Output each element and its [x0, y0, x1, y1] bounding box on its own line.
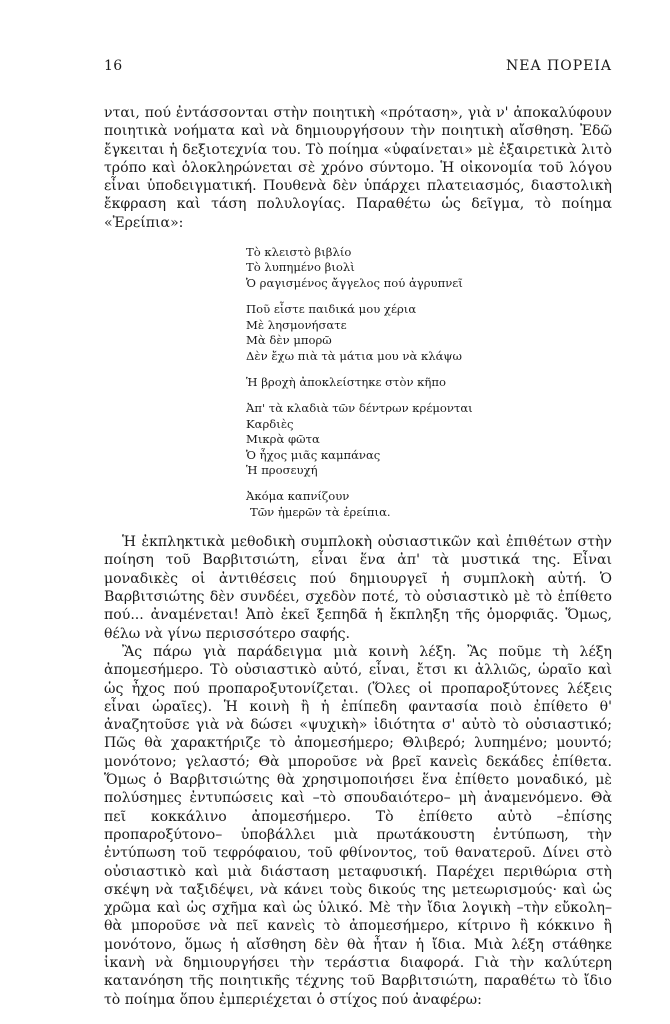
poem-stanza — [246, 375, 612, 390]
poem-line: Μὰ δὲν μπορῶ — [246, 333, 332, 348]
poem-line: Ὁ ραγισμένος ἄγγελος πού ἀγρυπνεῖ — [246, 275, 463, 290]
poem-line: Τὸ λυπημένο βιολὶ — [246, 260, 355, 275]
poem-stanza — [246, 245, 612, 291]
poem-line: Ἀπ' τὰ κλαδιὰ τῶν δέντρων κρέμονται — [246, 401, 473, 416]
paragraph-continued: νται, πού ἐντάσσονται στὴν ποιητικὴ «πρόταση», γιὰ ν' ἀποκαλύφουν ποιητικὰ νοήματα καὶ νὰ δημιουργήσουν τὴν ποιητικὴ αἴσθηση. Ἐδῶ ἔγκειται ἡ δεξιοτεχνία του. Τὸ ποίημα «ὑφαίνεται» μὲ ἐξαιρετικὰ λιτὸ τρόπο καὶ ὁλοκληρώνεται σὲ χρόνο σύντομο. Ἡ οἰκονομία τοῦ λόγου εἶναι ὑποδειγματική. Πουθενὰ δὲν ὑπάρχει πλατειασμός, διαστολικὴ ἔκφραση καὶ τάση πολυλογίας. Παραθέτω ὡς δεῖγμα, τὸ ποίημα «Ἐρείπια»: — [104, 105, 612, 231]
poem-stanza — [246, 489, 612, 520]
poem-line: Τὸ κλειστὸ βιβλίο — [246, 245, 352, 260]
poem-line: Ἡ προσευχή — [246, 462, 318, 477]
running-title: ΝΕΑ ΠΟΡΕΙΑ — [506, 58, 612, 74]
poem-line: Καρδιὲς — [246, 416, 294, 431]
poem-line: Τῶν ἡμερῶν τὰ ἐρείπια. — [250, 504, 391, 519]
page-header — [104, 58, 612, 78]
poem-stanza — [246, 302, 612, 364]
poem-line: Ὁ ἦχος μιᾶς καμπάνας — [246, 447, 381, 462]
poem-line: Ἡ βροχὴ ἀποκλείστηκε στὸν κῆπο — [246, 374, 446, 389]
paragraph-adjectives: Ἡ ἐκπληκτικὰ μεθοδικὴ συμπλοκὴ οὐσιαστικῶν καὶ ἐπιθέτων στὴν ποίηση τοῦ Βαρβιτσιώτη, εἶναι ἕνα ἀπ' τὰ μυστικά της. Εἶναι μοναδικὲς οἱ ἀντιθέσεις πού δημιουργεῖ ἡ συμπλοκὴ αὐτή. Ὁ Βαρβιτσιώτης δὲν συνδέει, σχεδὸν ποτέ, τὸ οὐσιαστικὸ μὲ τὸ ἐπίθετο πού... ἀναμένεται! Ἀπὸ ἐκεῖ ξεπηδᾶ ἡ ἔκπληξη τῆς ὁμορφιᾶς. Ὅμως, θέλω νὰ γίνω περισσότερο σαφής. — [104, 534, 612, 642]
poem-line: Δὲν ἔχω πιὰ τὰ μάτια μου νὰ κλάψω — [246, 348, 462, 363]
poem-line: Ἀκόμα καπνίζουν — [246, 489, 350, 504]
poem-ereipia — [246, 245, 612, 520]
poem-stanza — [246, 401, 612, 478]
body-text — [104, 104, 612, 1009]
page-number: 16 — [104, 58, 123, 74]
paragraph-example: Ἂς πάρω γιὰ παράδειγμα μιὰ κοινὴ λέξη. Ἂς ποῦμε τὴ λέξη ἀπομεσήμερο. Τὸ οὐσιαστικὸ αὐτό, εἶναι, ἔτσι κι ἀλλιῶς, ὡραῖο καὶ ὡς ἦχος πού προπαροξυτονίζεται. (Ὅλες οἱ προπαροξύτονες λέξεις εἶναι ὡραῖες). Ἡ κοινὴ ἢ ἡ ἐπίπεδη φαντασία ποιὸ ἐπίθετο θ' ἀναζητοῦσε γιὰ νὰ δώσει «ψυχικὴ» ἰδιότητα σ' αὐτὸ τὸ οὐσιαστικό; Πῶς θὰ χαρακτήριζε τὸ ἀπομεσήμερο; Θλιβερό; λυπημένο; μουντό; μονότονο; γελαστό; Θὰ μποροῦσε νὰ βρεῖ κανεὶς δεκάδες ἐπίθετα. Ὅμως ὁ Βαρβιτσιώτης θὰ χρησιμοποιήσει ἕνα ἐπίθετο μοναδικό, μὲ πολύσημες ἐντυπώσεις καὶ –τὸ σπουδαιότερο– μὴ ἀναμενόμενο. Θὰ πεῖ κοκκάλινο ἀπομεσήμερο. Τὸ ἐπίθετο αὐτὸ –ἐπίσης προπαροξύτονο– ὑποβάλλει μιὰ πρωτάκουστη ἐντύπωση, τὴν ἐντύπωση τοῦ τεφρόφαιου, τοῦ φθίνοντος, τοῦ θανατεροῦ. Δίνει στὸ οὐσιαστικὸ καὶ μιὰ διάσταση μεταφυσική. Παρέχει περιθώρια στὴ σκέψη νὰ ταξιδέψει, νὰ κάνει τοὺς δικούς της μετεωρισμούς· καὶ ὡς χρῶμα καὶ ὡς σχῆμα καὶ ὡς ὑλικό. Μὲ τὴν ἴδια λογικὴ –τὴν εὔκολη– θὰ μποροῦσε νὰ πεῖ κανεὶς τὸ ἀπομεσήμερο, κίτρινο ἢ κόκκινο ἢ μονότονο, ὅμως ἡ αἴσθηση δὲν θὰ ἦταν ἡ ἴδια. Μιὰ λέξη στάθηκε ἱκανὴ νὰ δημιουργήσει τὴν τεράστια διαφορά. Γιὰ τὴν καλύτερη κατανόηση τῆς ποιητικῆς τέχνης τοῦ Βαρβιτσιώτη, παραθέτω τὸ ἴδιο τὸ ποίημα ὅπου ἐμπεριέχεται ὁ στίχος πού ἀναφέρω: — [104, 643, 612, 1008]
poem-line: Μὲ λησμονήσατε — [246, 317, 347, 332]
poem-line: Ποῦ εἶστε παιδικά μου χέρια — [246, 302, 417, 317]
poem-line: Μικρὰ φῶτα — [246, 432, 320, 447]
